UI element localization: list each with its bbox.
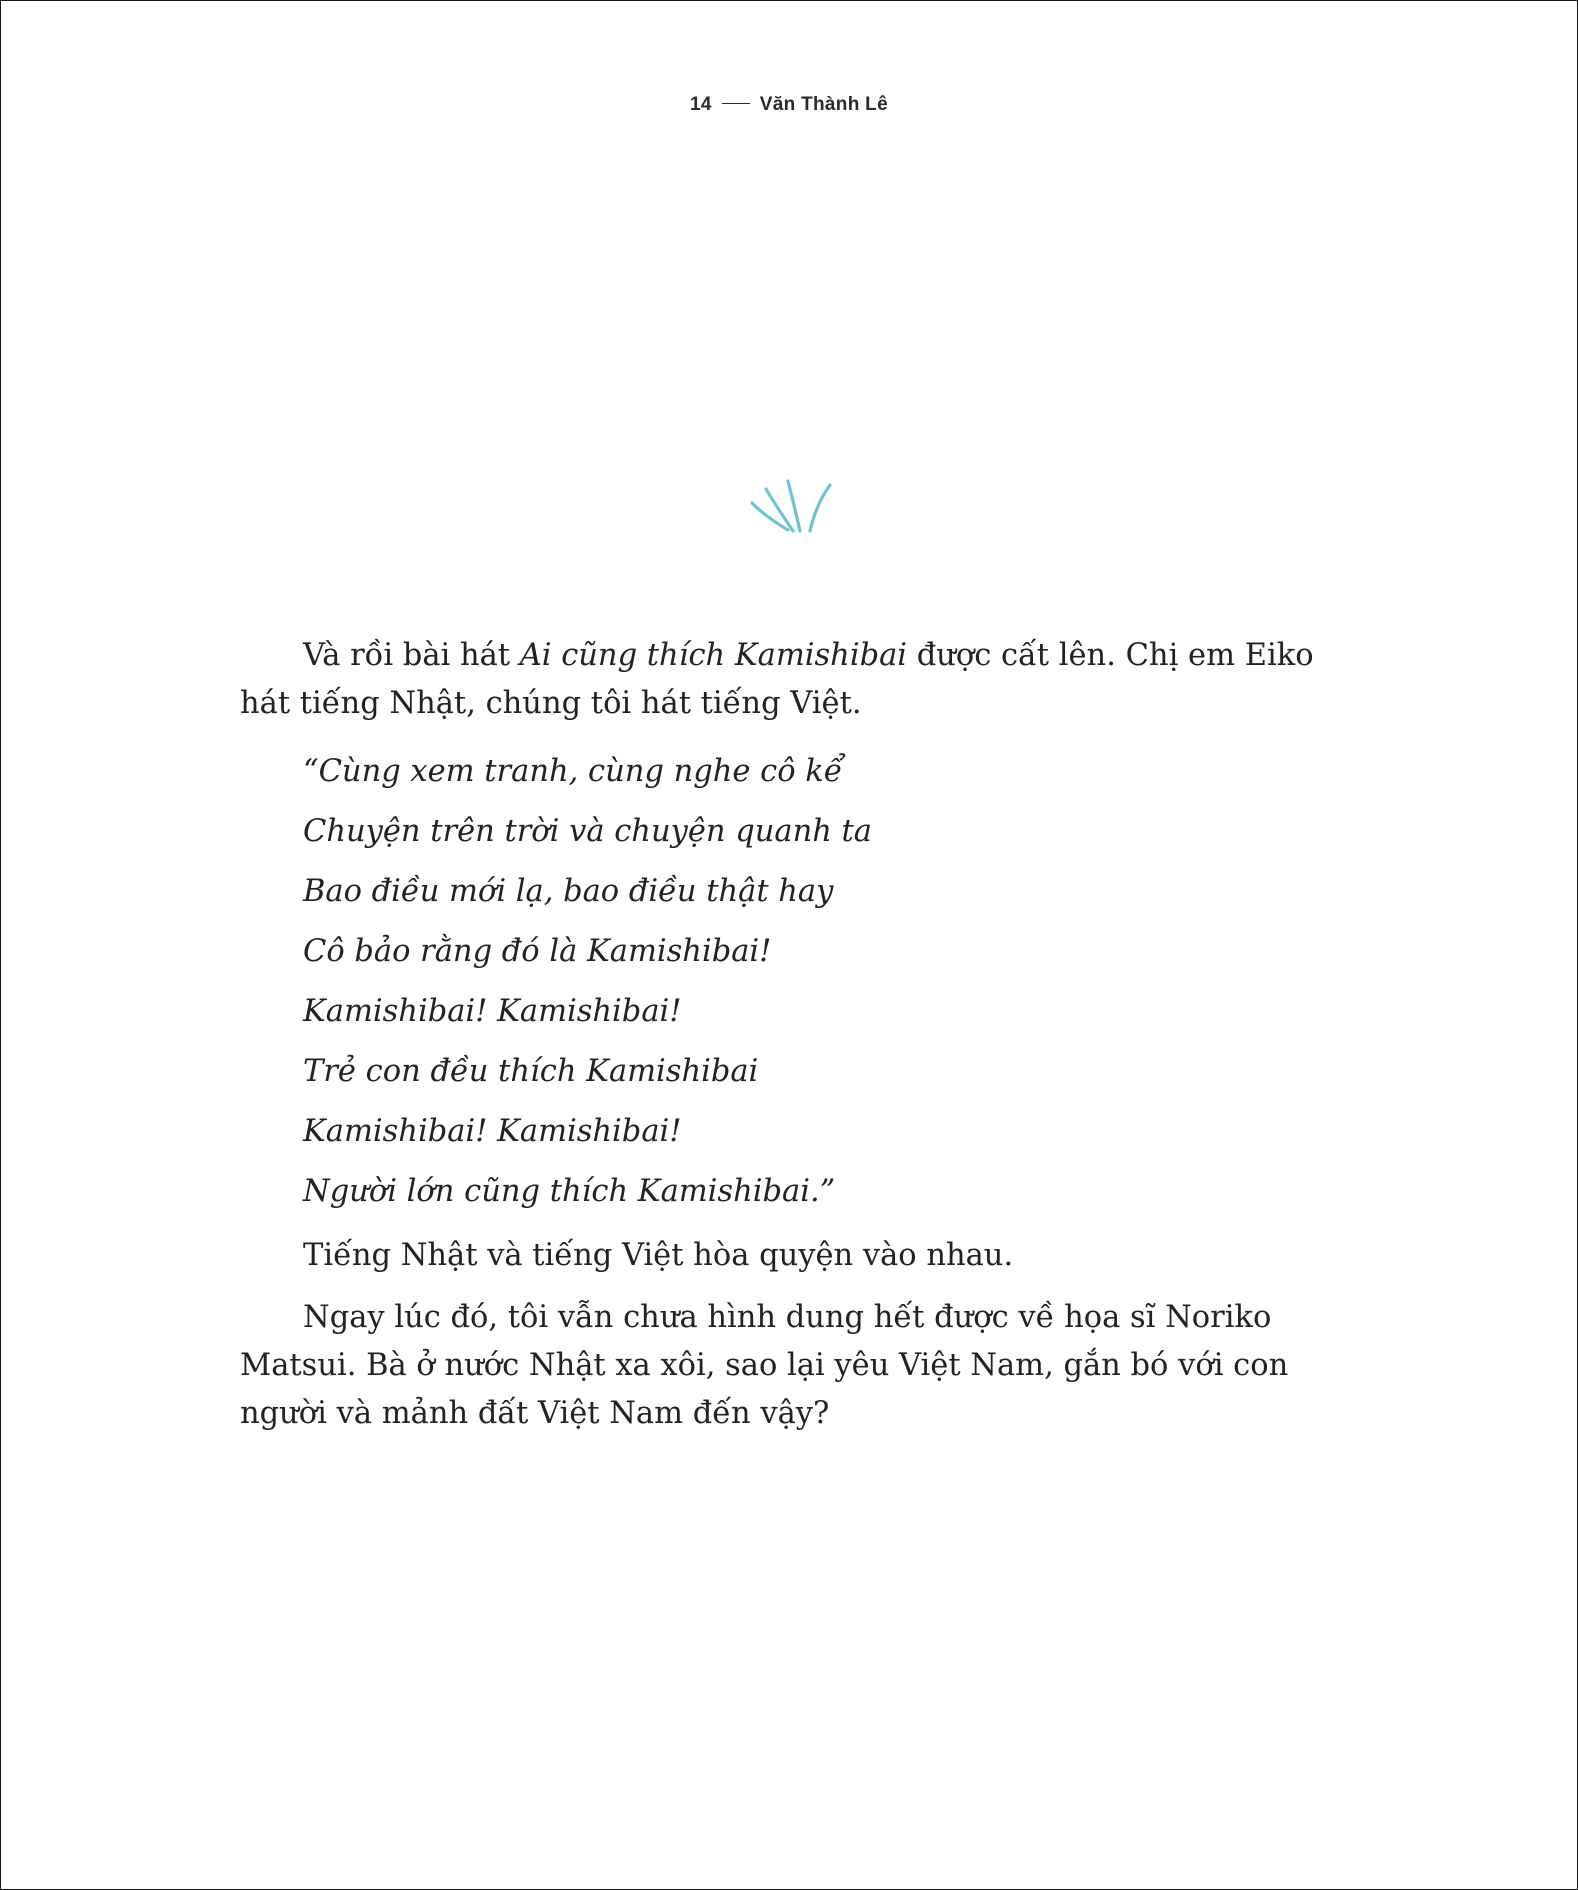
paragraph-1-end: được cất lên. Chị em Eiko hát tiếng Nhật, chúng tôi hát tiếng Việt. [240, 638, 1314, 721]
header-rule [722, 103, 750, 104]
paragraph-1 [240, 632, 1343, 728]
verse-line: Kamishibai! Kamishibai! [303, 994, 682, 1029]
paragraph-2: Tiếng Nhật và tiếng Việt hòa quyện vào nhau. [303, 1238, 1014, 1273]
author-name: Văn Thành Lê [759, 94, 888, 115]
splash-lines-icon [748, 475, 834, 535]
verse-line: “Cùng xem tranh, cùng nghe cô kể [303, 754, 843, 789]
verse-line: Chuyện trên trời và chuyện quanh ta [303, 814, 872, 849]
paragraph-3: Ngay lúc đó, tôi vẫn chưa hình dung hết được về họa sĩ Noriko Matsui. Bà ở nước Nhật xa xôi, sao lại yêu Việt Nam, gắn bó với con người và mảnh đất Việt Nam đến vậy? [240, 1300, 1289, 1431]
verse-line: Trẻ con đều thích Kamishibai [303, 1054, 759, 1089]
verse-line: Kamishibai! Kamishibai! [303, 1114, 682, 1149]
verse-line: Bao điều mới lạ, bao điều thật hay [303, 874, 834, 909]
paragraph-1-start: Và rồi bài hát [303, 638, 520, 673]
verse-line: Cô bảo rằng đó là Kamishibai! [303, 934, 772, 969]
song-lyrics [240, 742, 1343, 1222]
running-head [1, 94, 1577, 116]
verse-line: Người lớn cũng thích Kamishibai.” [303, 1174, 836, 1209]
song-title: Ai cũng thích Kamishibai [519, 638, 908, 673]
body-text [240, 632, 1343, 1452]
page-number: 14 [690, 94, 712, 115]
